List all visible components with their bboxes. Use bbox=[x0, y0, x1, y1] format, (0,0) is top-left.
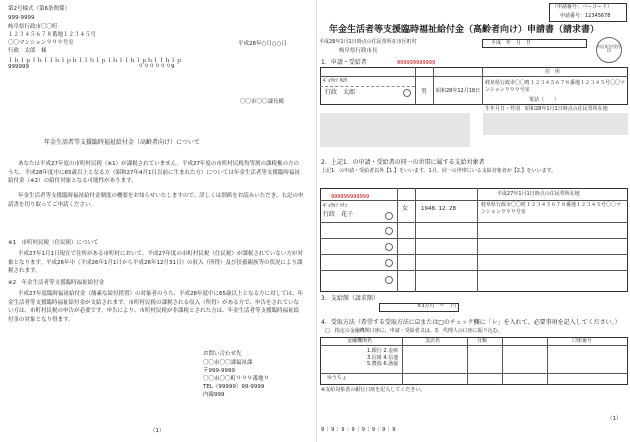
contact-title: お問い合わせ先 bbox=[203, 351, 242, 357]
note-1-body: 平成27年1月1日現在で住所がある市町村において、平成27年度の市町村民税（住民税）が課税されていない方が対象となります。平成26年中（平成26年1月1日から平成26年12月31日）の収入（所得）及び扶養親族等の状況により課税されます。 bbox=[8, 251, 303, 275]
bank-header-name: 金融機関名 bbox=[347, 338, 373, 344]
form-title: 年金生活者等支援臨時福祉給付金（高齢者向け）申請書（請求書） bbox=[329, 25, 600, 35]
member-gender: 女 bbox=[402, 205, 409, 212]
application-number-box bbox=[549, 3, 627, 22]
residence-date-line: 平成28年1月1日時点の住民票所在市区町村 bbox=[319, 39, 417, 45]
application-number-label: （申請番号：バーコード） bbox=[552, 4, 613, 10]
applicant-note: 生年月日・性別 昭和28年1月1日時点の住民票所在地 bbox=[485, 106, 608, 112]
amount-unit: 円 bbox=[451, 303, 457, 309]
paragraph-1: あなたは平成27年度の市町村民税（※1）が課税されていません。平成27年度の市町村民税均等割の課税権の方のうち、平成28年度中に65歳以上となる方（昭和27年4月1日以前に生まれた方）については年金生活者等支援臨時福祉給付金（※2）の給付対象となる可能性があります。 bbox=[8, 161, 300, 185]
yucho-label: ゆうちょ bbox=[327, 375, 348, 381]
applicant-name: 行政 太郎 bbox=[325, 89, 356, 96]
section-1-notes bbox=[320, 113, 470, 147]
section-1-title: 1．申請・受給者 bbox=[321, 59, 367, 66]
contact-extension: 内線999 bbox=[203, 392, 225, 398]
member-kana: ｷﾞｮｳｾｲ ﾊﾅｺ bbox=[323, 203, 348, 209]
seal-icon bbox=[385, 276, 393, 284]
note-1-title: ※1 市町村民税（住民税）について bbox=[8, 240, 99, 246]
seal-icon bbox=[403, 89, 411, 97]
address-line-1: 岐阜県行政市〇〇町 bbox=[8, 24, 58, 30]
seal-icon bbox=[385, 227, 393, 235]
bank-type-options: 1.銀行 2.金庫 3.信組 4.信連 5.農協 6.漁協 bbox=[367, 348, 399, 367]
address-line-3: 〇〇マンション９９９号室 bbox=[8, 40, 74, 46]
applicant-address-header: 住 所 bbox=[545, 69, 561, 75]
contact-tel: TEL（99999）99-9999 bbox=[203, 384, 265, 390]
section-1-side-notes bbox=[483, 113, 628, 135]
paragraph-2: 年金生活者等支援臨時福祉給付金制度の概要をお知らせいたしますので、詳しくは別紙をお読みいただき、右記の申請書を切り取ってご申請ください。 bbox=[8, 193, 304, 208]
contact-department: 〇〇市〇〇課福祉課 bbox=[203, 360, 253, 366]
application-form-page bbox=[316, 0, 630, 442]
bank-header-type: 分類 bbox=[477, 338, 488, 344]
footer-note: ※支給対象者の銀行口座を記入してください。 bbox=[321, 387, 426, 393]
applicant-tel: 電話（ ） bbox=[529, 97, 560, 103]
member-address-note: 平成27年1月1日時点の住民票所在地 bbox=[497, 191, 580, 197]
reception-stamp: 市区町村受付印 bbox=[596, 37, 622, 63]
application-date-label: 平成 年 月 日 bbox=[491, 40, 532, 46]
sender: 〇〇市〇〇課長殿 bbox=[240, 99, 285, 105]
section-4-option: □ 指定の金融機関口座に、申請・受給者又は、3．代理人の口座に振り込む。 bbox=[325, 328, 503, 334]
applicant-address: 岐阜県行政市〇〇町１２３４５６７８番地１２３４５号〇〇マンション９９９号室 bbox=[485, 80, 626, 93]
customer-barcode: ｌｈｌｐｌｈｌｌｈｌｐｈｌｌｈｌｐｌｈｌｌｈｌｐｈｌｌｈｌｐ bbox=[8, 58, 183, 64]
letter-title: 年金生活者等支援臨時福祉給付金（高齢者向け）について bbox=[44, 139, 200, 146]
notice-letter-page bbox=[0, 0, 312, 442]
application-date-field[interactable] bbox=[482, 39, 587, 48]
addressee: 行政 太郎 様 bbox=[8, 48, 47, 54]
amount-formula: ×3万円 ＝ bbox=[417, 303, 445, 309]
page-number: （1） bbox=[607, 416, 622, 422]
section-2-title: 2．上記1．の申請・受給者の同一の世帯に属する支給対象者 bbox=[321, 159, 485, 166]
member-name: 行政 花子 bbox=[323, 211, 354, 218]
applicant-dob: 昭和28年12月18日 bbox=[436, 88, 481, 94]
city-name: 岐阜県行政市長 bbox=[339, 48, 378, 54]
seal-icon bbox=[385, 259, 393, 267]
section-4-title: 4．受取方法（希望する受取方法に☑または□のチェック欄に「レ」を入れて、必要事項を記入してください。） bbox=[321, 319, 621, 326]
recipient-id-left: 999999 bbox=[8, 64, 29, 70]
contact-postal: 〒999-9999 bbox=[203, 368, 235, 374]
note-2-title: ※2 年金生活者等支援臨時福祉給付金 bbox=[8, 280, 105, 286]
section-3-title: 3．支給額（請求額） bbox=[321, 295, 379, 302]
bank-header-account: 口座番号 bbox=[572, 338, 593, 344]
note-2-body: 平成27年度臨時福祉給付金（簡素な給付措置）の対象者のうち、平成28年度中に65歳以上となる方に対しては、年金生活者等支援臨時福祉給付金が支給されます。市町村民税の課税される収入（所得）がある方で、申告をされていない方は、市町村民税の申告が必要です。申告により、市町村民税が非課税とされた方は、年金生活者等支援臨時福祉給付金の対象となり得ます。 bbox=[8, 291, 303, 323]
bank-header-branch: 支店名 bbox=[425, 338, 441, 344]
applicant-gender: 男 bbox=[421, 88, 428, 95]
member-address: 岐阜県行政市〇〇町１２３４５６７８番地１２３４５号〇〇マンション９９９号室 bbox=[481, 202, 622, 215]
seal-icon bbox=[385, 212, 393, 220]
seal-icon bbox=[385, 243, 393, 251]
address-line-2: １２３４５６７８番地１２３４５号 bbox=[8, 32, 97, 38]
form-number: 第2号様式（第6条関係） bbox=[8, 6, 70, 12]
postal-code: 999-9999 bbox=[8, 15, 35, 21]
recipient-id-right: ９９９９９９9 bbox=[138, 64, 175, 70]
section-2-note: 上記1．の申請・受給者以外【1.】をいいます。1月、同一の世帯にいる支給対象者が【2.】をいいます。 bbox=[321, 168, 557, 174]
letter-date: 平成28年○月○○日 bbox=[238, 41, 287, 47]
application-number: 申請番号：12345678 bbox=[560, 13, 611, 19]
page-number: （1） bbox=[150, 428, 165, 434]
contact-address: 〇〇市〇〇町９９９番地９ bbox=[203, 376, 270, 382]
bottom-code-boxes: 9｜9｜9｜9｜9｜9｜9｜9 bbox=[321, 427, 397, 433]
member-dob: 1948. 12. 28 bbox=[421, 206, 456, 212]
applicant-kana: ｷﾞｮｳｾｲ ﾀﾛｳ bbox=[323, 78, 348, 84]
section-1-code: 999999999999 bbox=[397, 60, 436, 66]
section-2-code: 999999999999 bbox=[331, 194, 370, 200]
